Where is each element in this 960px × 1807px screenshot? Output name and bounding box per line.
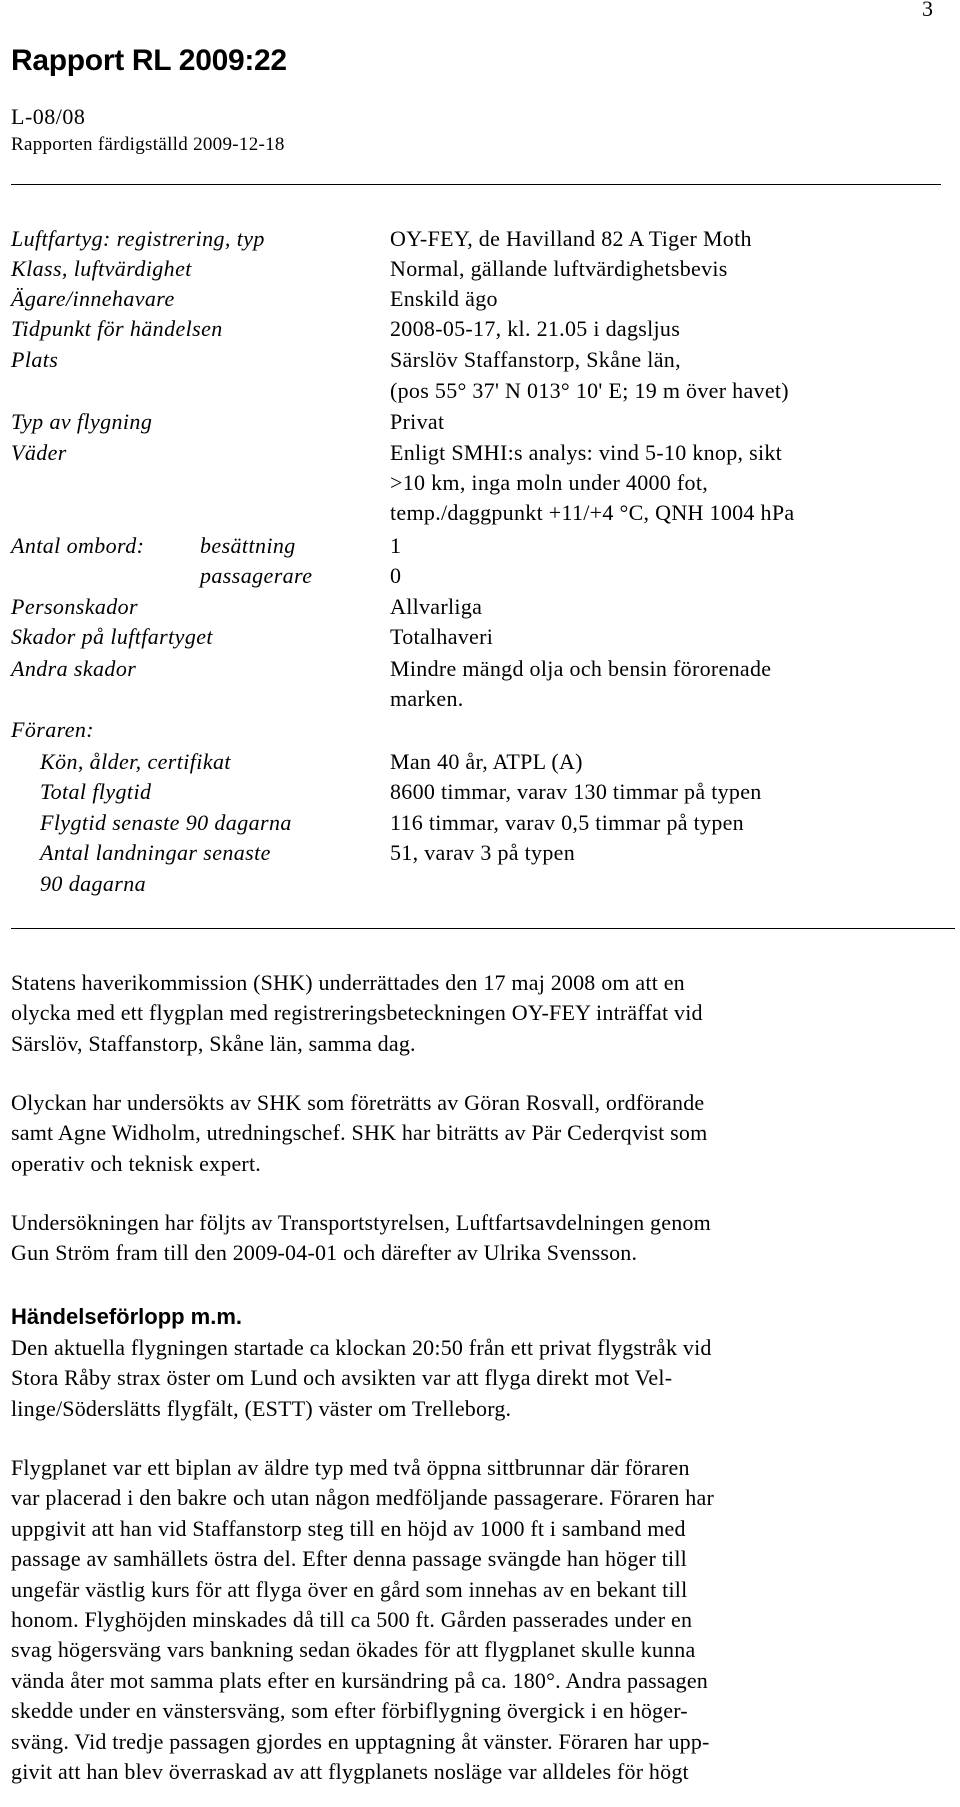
paragraph-line: olycka med ett flygplan med registreringsbeteckningen OY-FEY inträffat vid [11, 1000, 703, 1026]
fact-value-weather-line2: >10 km, inga moln under 4000 fot, [390, 470, 709, 495]
fact-label-owner: Ägare/innehavare [11, 286, 175, 311]
fact-label-injuries: Personskador [11, 594, 139, 619]
fact-label-passengers: passagerare [200, 563, 313, 588]
paragraph-line: operativ och teknisk expert. [11, 1150, 261, 1176]
header-divider [11, 184, 941, 185]
fact-value-owner: Enskild ägo [390, 286, 498, 311]
paragraph-line: samt Agne Widholm, utredningschef. SHK har biträtts av Pär Cederqvist som [11, 1120, 708, 1146]
paragraph-flight-narrative [11, 1453, 946, 1787]
fact-value-aircraft-damage: Totalhaveri [390, 624, 494, 649]
paragraph-line: var placerad i den bakre och utan någon medföljande passagerare. Föraren har [11, 1485, 714, 1511]
fact-value-place-line2: (pos 55° 37' N 013° 10' E; 19 m över havet) [390, 378, 789, 403]
fact-value-pilot-sex: Man 40 år, ATPL (A) [390, 749, 583, 774]
paragraph-followed-by [11, 1208, 946, 1269]
section-heading: Händelseförlopp m.m. [11, 1304, 243, 1329]
fact-value-class: Normal, gällande luftvärdighetsbevis [390, 256, 728, 281]
fact-value-injuries: Allvarliga [390, 594, 483, 619]
fact-label-flight-type: Typ av flygning [11, 409, 153, 434]
fact-label-onboard: Antal ombord: [11, 533, 145, 558]
paragraph-line: Flygplanet var ett biplan av äldre typ med två öppna sittbrunnar där föraren [11, 1455, 690, 1480]
fact-value-other-damage-line2: marken. [390, 686, 464, 711]
fact-label-time: Tidpunkt för händelsen [11, 316, 223, 341]
paragraph-investigators [11, 1088, 946, 1179]
report-serial: L-08/08 [11, 104, 86, 129]
fact-value-crew: 1 [390, 533, 402, 558]
paragraph-line: svag högersväng vars bankning sedan ökades för att flygplanet skulle kunna [11, 1637, 696, 1663]
fact-value-other-damage-line1: Mindre mängd olja och bensin förorenade [390, 656, 772, 681]
fact-label-pilot: Föraren: [11, 717, 95, 742]
fact-label-class: Klass, luftvärdighet [11, 256, 192, 281]
fact-label-pilot-sex: Kön, ålder, certifikat [40, 749, 231, 774]
fact-label-other-damage: Andra skador [11, 656, 137, 681]
fact-value-aircraft: OY-FEY, de Havilland 82 A Tiger Moth [390, 226, 752, 251]
paragraph-notification [11, 968, 946, 1059]
fact-label-aircraft: Luftfartyg: registrering, typ [11, 226, 265, 251]
page-number: 3 [922, 0, 933, 21]
report-completed-date: Rapporten färdigställd 2009-12-18 [11, 134, 285, 155]
fact-label-crew: besättning [200, 533, 296, 558]
fact-value-landings: 51, varav 3 på typen [390, 840, 575, 865]
fact-value-place-line1: Särslöv Staffanstorp, Skåne län, [390, 347, 681, 372]
paragraph-flight-start [11, 1333, 946, 1424]
report-title: Rapport RL 2009:22 [11, 44, 287, 77]
paragraph-line: givit att han blev överraskad av att flygplanets nosläge var alldeles för högt [11, 1759, 689, 1785]
fact-label-place: Plats [11, 347, 59, 372]
fact-value-recent-time: 116 timmar, varav 0,5 timmar på typen [390, 810, 744, 835]
fact-label-recent-time: Flygtid senaste 90 dagarna [40, 810, 292, 835]
fact-label-total-time: Total flygtid [40, 779, 152, 804]
paragraph-line: Stora Råby strax öster om Lund och avsikten var att flyga direkt mot Vel- [11, 1365, 673, 1391]
paragraph-line: vända åter mot samma plats efter en kursändring på ca. 180°. Andra passagen [11, 1667, 709, 1693]
paragraph-line: linge/Söderslätts flygfält, (ESTT) väster om Trelleborg. [11, 1395, 512, 1421]
paragraph-line: uppgivit att han vid Staffanstorp steg till en höjd av 1000 ft i samband med [11, 1515, 686, 1541]
paragraph-line: sväng. Vid tredje passagen gjordes en upptagning åt vänster. Föraren har upp- [11, 1728, 710, 1754]
fact-label-weather: Väder [11, 440, 67, 465]
fact-label-landings-line1: Antal landningar senaste [40, 840, 271, 865]
paragraph-line: Gun Ström fram till den 2009-04-01 och därefter av Ulrika Svensson. [11, 1240, 638, 1266]
paragraph-line: Olyckan har undersökts av SHK som företrätts av Göran Rosvall, ordförande [11, 1090, 705, 1115]
paragraph-line: Undersökningen har följts av Transportstyrelsen, Luftfartsavdelningen genom [11, 1210, 711, 1235]
paragraph-line: honom. Flyghöjden minskades då till ca 500 ft. Gården passerades under en [11, 1607, 693, 1633]
fact-value-time: 2008-05-17, kl. 21.05 i dagsljus [390, 316, 681, 341]
fact-value-passengers: 0 [390, 563, 402, 588]
paragraph-line: ungefär västlig kurs för att flyga över en gård som innehas av en bekant till [11, 1576, 688, 1602]
paragraph-line: skedde under en vänstersväng, som efter förbiflygning övergick i en höger- [11, 1698, 688, 1724]
paragraph-line: Särslöv, Staffanstorp, Skåne län, samma dag. [11, 1030, 416, 1056]
facts-divider [11, 928, 955, 929]
fact-label-landings-line2: 90 dagarna [40, 871, 147, 896]
fact-value-weather-line3: temp./daggpunkt +11/+4 °C, QNH 1004 hPa [390, 500, 795, 525]
fact-value-weather-line1: Enligt SMHI:s analys: vind 5-10 knop, sikt [390, 440, 783, 465]
fact-label-aircraft-damage: Skador på luftfartyget [11, 624, 213, 649]
fact-value-total-time: 8600 timmar, varav 130 timmar på typen [390, 779, 762, 804]
paragraph-line: Den aktuella flygningen startade ca klockan 20:50 från ett privat flygstråk vid [11, 1335, 712, 1360]
paragraph-line: passage av samhällets östra del. Efter denna passage svängde han höger till [11, 1546, 687, 1572]
fact-value-flight-type: Privat [390, 409, 445, 434]
paragraph-line: Statens haverikommission (SHK) underrättades den 17 maj 2008 om att en [11, 970, 685, 995]
